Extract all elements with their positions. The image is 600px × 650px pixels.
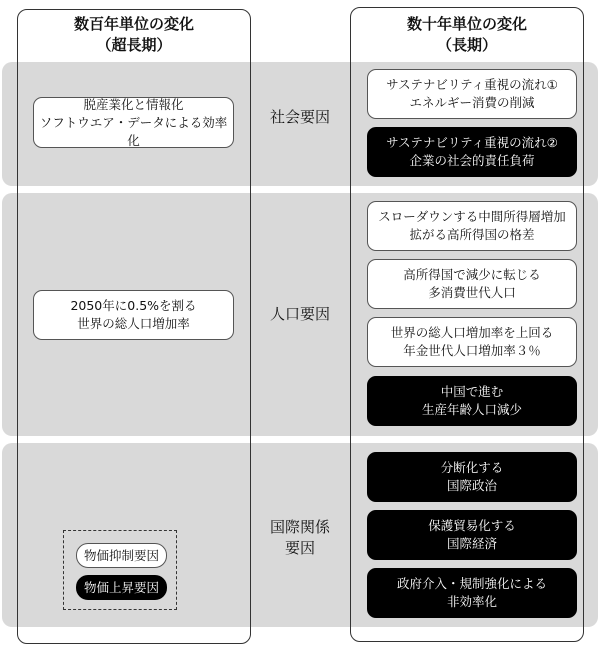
right-box-population-1: スローダウンする中間所得層増加 拡がる高所得国の格差 <box>367 201 577 251</box>
legend-rising: 物価上昇要因 <box>76 575 167 600</box>
right-box-international-2: 保護貿易化する 国際経済 <box>367 510 577 560</box>
right-box-population-4: 中国で進む 生産年齢人口減少 <box>367 376 577 426</box>
row-label-social: 社会要因 <box>269 108 330 126</box>
right-box-social-1: サステナビリティ重視の流れ① エネルギー消費の削減 <box>367 69 577 119</box>
row-label-population: 人口要因 <box>269 305 330 323</box>
right-box-population-2: 高所得国で減少に転じる 多消費世代人口 <box>367 259 577 309</box>
left-column-title: 数百年単位の変化 （超長期） <box>73 15 194 54</box>
legend-suppressing: 物価抑制要因 <box>76 543 167 568</box>
right-box-social-2: サステナビリティ重視の流れ② 企業の社会的責任負荷 <box>367 127 577 177</box>
right-column-title: 数十年単位の変化 （長期） <box>406 15 527 54</box>
left-box-social: 脱産業化と情報化 ソフトウエア・データによる効率化 <box>33 97 234 148</box>
right-box-international-3: 政府介入・規制強化による 非効率化 <box>367 568 577 618</box>
right-box-population-3: 世界の総人口増加率を上回る 年金世代人口増加率３％ <box>367 317 577 367</box>
right-box-international-1: 分断化する 国際政治 <box>367 452 577 502</box>
left-box-population: 2050年に0.5%を割る 世界の総人口増加率 <box>33 290 234 340</box>
row-label-international: 国際関係 要因 <box>269 518 330 557</box>
